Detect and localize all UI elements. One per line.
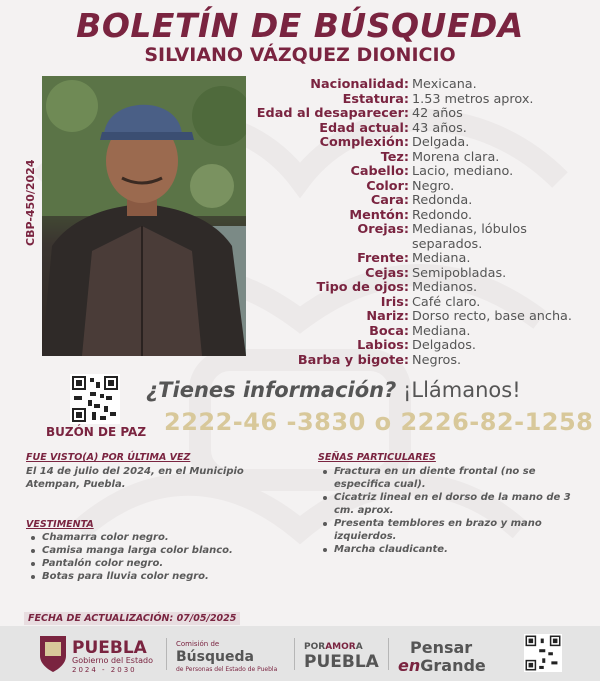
attribute-row: [248, 194, 588, 209]
physical-attributes: [248, 78, 588, 368]
attribute-label: Labios:: [357, 338, 409, 353]
attribute-value: Mexicana.: [412, 77, 477, 92]
attribute-row: [248, 281, 588, 296]
attribute-label: Barba y bigote:: [297, 352, 409, 368]
attribute-value: Negro.: [412, 178, 455, 194]
por-text: POR: [304, 642, 326, 652]
attribute-value: 1.53 metros aprox.: [412, 91, 534, 107]
attribute-row: [248, 122, 588, 137]
attribute-row: [248, 223, 588, 238]
attribute-value: Lacio, mediano.: [412, 164, 514, 179]
mark-item: Fractura en un diente frontal (no se especifica cual).: [320, 465, 582, 491]
attribute-value: Redonda.: [412, 193, 473, 208]
clothing-item: Botas para lluvia color negro.: [28, 570, 288, 583]
en-text: en: [398, 656, 421, 675]
marks-heading: SEÑAS PARTICULARES: [318, 452, 436, 463]
attribute-label: Frente:: [357, 251, 409, 266]
puebla-logo-text: PUEBLA: [72, 638, 147, 658]
attribute-value: Negros.: [412, 352, 462, 368]
attribute-label: Nacionalidad:: [310, 77, 409, 92]
divider: [294, 638, 295, 670]
por-amor-puebla: PUEBLA: [304, 652, 379, 672]
footer-logos: [0, 626, 600, 681]
phone-numbers[interactable]: 2222-46 -3830 o 2226-82-1258: [164, 408, 594, 436]
attribute-label: Mentón:: [349, 207, 409, 223]
attribute-value: Delgada.: [412, 135, 470, 150]
person-photo: [42, 76, 246, 356]
attribute-value: Mediana.: [412, 323, 471, 339]
attribute-value: Dorso recto, base ancha.: [412, 309, 572, 324]
attribute-value: 43 años.: [412, 120, 467, 136]
attribute-row: [248, 93, 588, 108]
bulletin-title: BOLETÍN DE BÚSQUEDA: [76, 6, 524, 45]
attribute-label: Estatura:: [342, 91, 409, 107]
attribute-value: Medianas, lóbulos: [412, 222, 527, 237]
attribute-row: [248, 310, 588, 325]
mark-item: Cicatriz lineal en el dorso de la mano de 3 cm. aprox.: [320, 491, 582, 517]
attribute-row: [248, 354, 588, 369]
attribute-row: [248, 325, 588, 340]
info-request: [146, 378, 586, 402]
attribute-label: Edad al desaparecer:: [256, 106, 409, 121]
clothing-item: Camisa manga larga color blanco.: [28, 544, 288, 557]
busqueda-subtitle: de Personas del Estado de Puebla: [176, 666, 278, 673]
call-to-action: ¡Llámanos!: [402, 378, 521, 402]
attribute-value: Café claro.: [412, 294, 481, 310]
attribute-label: Edad actual:: [319, 120, 409, 136]
marks-list: [320, 465, 582, 556]
en-grande-text: [398, 656, 486, 675]
comision-text: Comisión de: [176, 640, 220, 648]
attribute-label: [248, 238, 412, 253]
missing-person-name: SILVIANO VÁZQUEZ DIONICIO: [144, 44, 456, 66]
attribute-row: [248, 267, 588, 282]
mark-item: Marcha claudicante.: [320, 543, 582, 556]
government-years: 2024 - 2030: [72, 666, 137, 674]
attribute-row: [248, 238, 588, 253]
case-id: CBP-450/2024: [24, 159, 37, 246]
grande-text: Grande: [420, 656, 486, 675]
info-question: ¿Tienes información?: [146, 378, 397, 402]
attribute-value: Semipobladas.: [412, 265, 507, 281]
divider: [388, 638, 389, 670]
footer-qr-code[interactable]: [524, 634, 562, 672]
attribute-value: Morena clara.: [412, 149, 500, 165]
attribute-row: [248, 78, 588, 93]
amor-text: AMOR: [325, 642, 356, 652]
attribute-value: Medianos.: [412, 280, 478, 295]
attribute-row: [248, 252, 588, 267]
clothing-list: [28, 531, 288, 583]
buzon-qr-code[interactable]: [70, 374, 120, 424]
attribute-label: Cejas:: [365, 265, 409, 281]
por-amor-slogan: [304, 642, 363, 652]
attribute-label: Complexión:: [319, 135, 409, 150]
attribute-row: [248, 136, 588, 151]
attribute-value: Redondo.: [412, 207, 473, 223]
attribute-label: Color:: [366, 178, 409, 194]
a-text: A: [355, 642, 363, 652]
attribute-label: Cabello:: [350, 164, 409, 179]
attribute-value: separados.: [412, 236, 483, 252]
update-date: FECHA DE ACTUALIZACIÓN: 07/05/2025: [24, 612, 240, 625]
attribute-value: Mediana.: [412, 251, 471, 266]
attribute-row: [248, 209, 588, 224]
buzon-de-paz-label: BUZÓN DE PAZ: [45, 425, 147, 439]
attribute-row: [248, 151, 588, 166]
attribute-row: [248, 107, 588, 122]
attribute-value: Delgados.: [412, 338, 476, 353]
attribute-row: [248, 296, 588, 311]
attribute-value: 42 años: [412, 106, 463, 121]
attribute-label: Cara:: [370, 193, 409, 208]
divider: [166, 638, 167, 670]
attribute-row: [248, 165, 588, 180]
attribute-label: Tipo de ojos:: [316, 280, 409, 295]
attribute-label: Iris:: [380, 294, 409, 310]
clothing-item: Pantalón color negro.: [28, 557, 288, 570]
state-shield-icon: [38, 634, 68, 674]
clothing-item: Chamarra color negro.: [28, 531, 288, 544]
attribute-label: Boca:: [369, 323, 409, 339]
attribute-label: Tez:: [380, 149, 409, 165]
gobierno-text: Gobierno del Estado: [72, 656, 153, 665]
last-seen-text: El 14 de julio del 2024, en el Municipio Atempan, Puebla.: [26, 466, 244, 490]
mark-item: Presenta temblores en brazo y mano izquierdos.: [320, 517, 582, 543]
busqueda-logo-text: Búsqueda: [176, 649, 254, 665]
last-seen-heading: FUE VISTO(A) POR ÚLTIMA VEZ: [26, 452, 191, 463]
pensar-text: Pensar: [410, 638, 473, 657]
attribute-row: [248, 180, 588, 195]
attribute-label: Nariz:: [366, 309, 409, 324]
attribute-label: Orejas:: [357, 222, 409, 237]
attribute-row: [248, 339, 588, 354]
clothing-heading: VESTIMENTA: [26, 519, 94, 530]
